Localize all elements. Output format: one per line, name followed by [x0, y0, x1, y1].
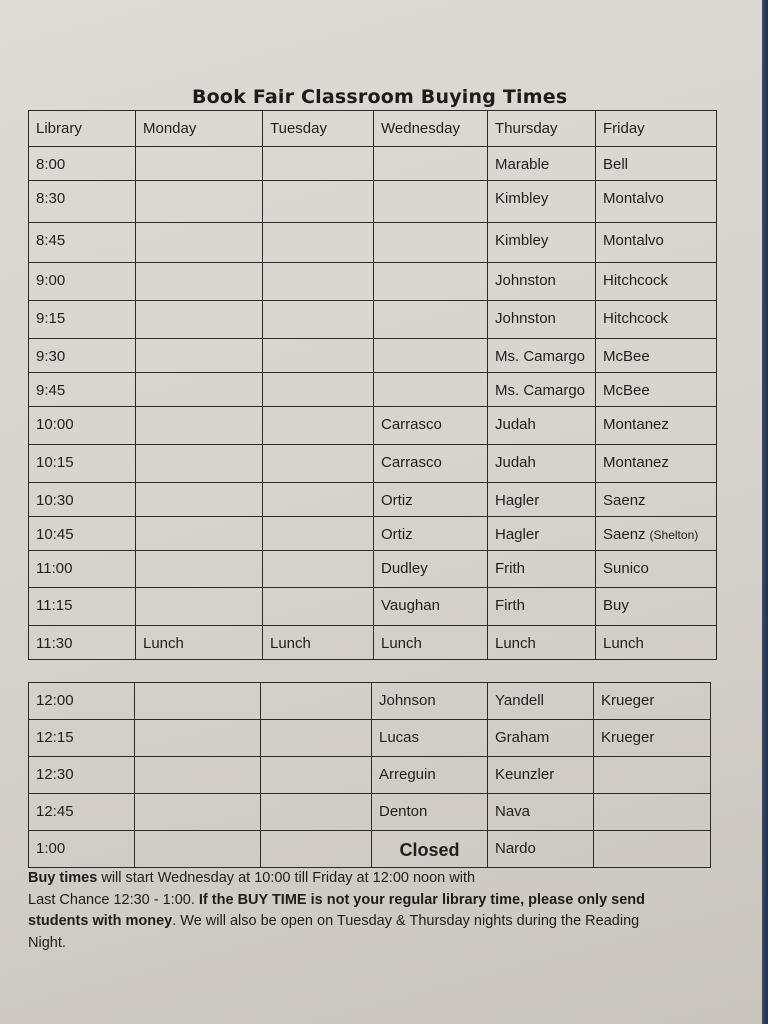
wednesday-cell: [374, 626, 488, 660]
schedule-row: [29, 445, 717, 483]
monday-cell: [135, 683, 261, 720]
schedule-row: [29, 147, 717, 181]
time-cell: [29, 720, 135, 757]
column-header-text: Library: [36, 120, 82, 137]
thursday-cell: [488, 407, 596, 445]
wednesday-cell: [374, 588, 488, 626]
schedule-row: [29, 720, 711, 757]
friday-note: (Shelton): [649, 528, 699, 542]
time-cell-text: 9:45: [36, 382, 66, 399]
time-cell-text: 12:45: [36, 803, 74, 820]
monday-cell: [136, 445, 263, 483]
tuesday-cell: [263, 147, 374, 181]
thursday-cell: [488, 720, 594, 757]
time-cell-text: 10:00: [36, 416, 74, 433]
time-cell-text: 8:45: [36, 232, 66, 249]
monday-cell: [135, 794, 261, 831]
friday-cell: [596, 147, 717, 181]
thursday-cell: [488, 147, 596, 181]
tuesday-cell: [263, 517, 374, 551]
thursday-cell-text: Ms. Camargo: [495, 348, 586, 365]
wednesday-cell: [372, 720, 488, 757]
schedule-row: [29, 407, 717, 445]
wednesday-cell: [374, 551, 488, 588]
tuesday-cell: [263, 181, 374, 223]
friday-cell: [596, 445, 717, 483]
thursday-cell: [488, 445, 596, 483]
monday-cell: [136, 551, 263, 588]
morning-schedule-table: [28, 110, 717, 660]
friday-cell-text: Montanez: [603, 416, 669, 433]
time-cell-text: 12:00: [36, 692, 74, 709]
monday-cell: [135, 720, 261, 757]
wednesday-cell-text: Carrasco: [381, 416, 442, 433]
time-cell-text: 9:15: [36, 310, 66, 327]
wednesday-cell-text: Lucas: [379, 729, 420, 746]
monday-cell: [136, 626, 263, 660]
wednesday-cell: [374, 483, 488, 517]
tuesday-cell: [263, 373, 374, 407]
friday-cell: [596, 339, 717, 373]
wednesday-cell: [374, 339, 488, 373]
monday-cell: [135, 831, 261, 868]
friday-cell: [596, 517, 717, 551]
time-cell: [29, 301, 136, 339]
tuesday-cell: [263, 445, 374, 483]
friday-cell: [596, 263, 717, 301]
time-cell-text: 11:00: [36, 560, 73, 577]
monday-cell: [136, 301, 263, 339]
thursday-cell-text: Nardo: [495, 840, 536, 857]
wednesday-cell-text: Carrasco: [381, 454, 442, 471]
friday-cell-text: Hitchcock: [603, 272, 669, 289]
wednesday-cell: [374, 373, 488, 407]
thursday-cell-text: Keunzler: [495, 766, 555, 783]
wednesday-cell-text: Arreguin: [379, 766, 436, 783]
friday-cell: [596, 301, 717, 339]
tuesday-cell-text: Lunch: [270, 635, 311, 652]
wednesday-cell: [372, 683, 488, 720]
time-cell: [29, 407, 136, 445]
thursday-cell-text: Frith: [495, 560, 525, 577]
monday-cell: [136, 263, 263, 301]
time-cell-text: 9:00: [36, 272, 66, 289]
friday-cell: [594, 831, 711, 868]
time-cell: [29, 445, 136, 483]
thursday-cell: [488, 263, 596, 301]
wednesday-cell-text: Ortiz: [381, 492, 413, 509]
time-cell-text: 12:15: [36, 729, 74, 746]
wednesday-cell: [374, 147, 488, 181]
tuesday-cell: [261, 683, 372, 720]
friday-cell-text: Krueger: [601, 729, 655, 746]
time-cell-text: 11:15: [36, 597, 73, 614]
thursday-cell-text: Kimbley: [495, 190, 549, 207]
schedule-row: [29, 551, 717, 588]
thursday-cell-text: Judah: [495, 416, 536, 433]
wednesday-cell-text: Ortiz: [381, 526, 413, 543]
monday-cell: [136, 147, 263, 181]
friday-cell-text: Sunico: [603, 560, 649, 577]
header-row: [29, 111, 717, 147]
thursday-cell: [488, 551, 596, 588]
schedule-row: [29, 517, 717, 551]
thursday-cell: [488, 831, 594, 868]
background-edge: [762, 0, 768, 1024]
wednesday-cell: [374, 407, 488, 445]
monday-cell: [136, 517, 263, 551]
time-cell: [29, 831, 135, 868]
column-header-text: Thursday: [495, 120, 558, 137]
page-title: Book Fair Classroom Buying Times: [192, 86, 568, 108]
schedule-row: [29, 181, 717, 223]
schedule-row: [29, 831, 711, 868]
friday-cell-text: Lunch: [603, 635, 644, 652]
thursday-cell-text: Firth: [495, 597, 525, 614]
schedule-row: [29, 588, 717, 626]
time-cell: [29, 551, 136, 588]
time-cell-text: 9:30: [36, 348, 66, 365]
thursday-cell: [488, 339, 596, 373]
friday-cell-text: Montalvo: [603, 190, 664, 207]
wednesday-cell: [372, 794, 488, 831]
thursday-cell-text: Yandell: [495, 692, 544, 709]
time-cell: [29, 181, 136, 223]
friday-cell: [596, 483, 717, 517]
wednesday-cell: [372, 757, 488, 794]
thursday-cell-text: Lunch: [495, 635, 536, 652]
time-cell-text: 1:00: [36, 840, 66, 857]
schedule-row: [29, 263, 717, 301]
time-cell: [29, 223, 136, 263]
friday-cell-text: Krueger: [601, 692, 655, 709]
time-cell: [29, 483, 136, 517]
monday-cell-text: Lunch: [143, 635, 184, 652]
time-cell: [29, 147, 136, 181]
thursday-cell-text: Hagler: [495, 492, 540, 509]
wednesday-cell: [374, 445, 488, 483]
thursday-cell-text: Johnston: [495, 310, 556, 327]
monday-cell: [136, 483, 263, 517]
time-cell: [29, 373, 136, 407]
monday-cell: [136, 407, 263, 445]
column-header-text: Monday: [143, 120, 197, 137]
wednesday-cell: [374, 301, 488, 339]
note-bold-warning: If the BUY TIME is not your regular library time, please only send students with money: [28, 891, 646, 929]
tuesday-cell: [261, 720, 372, 757]
buy-times-note: [28, 868, 678, 954]
wednesday-cell: [374, 517, 488, 551]
friday-cell: [596, 373, 717, 407]
tuesday-cell: [263, 223, 374, 263]
friday-cell-text: Buy: [603, 597, 629, 614]
thursday-cell-text: Graham: [495, 729, 550, 746]
time-cell: [29, 517, 136, 551]
wednesday-cell-text: Denton: [379, 803, 428, 820]
tuesday-cell: [263, 483, 374, 517]
friday-cell-text: Bell: [603, 156, 629, 173]
monday-cell: [136, 373, 263, 407]
time-cell: [29, 339, 136, 373]
tuesday-cell: [261, 794, 372, 831]
column-header-text: Friday: [603, 120, 645, 137]
time-cell: [29, 263, 136, 301]
friday-cell: [596, 223, 717, 263]
tuesday-cell: [263, 626, 374, 660]
tuesday-cell: [263, 588, 374, 626]
friday-cell-text: Saenz: [603, 526, 646, 543]
friday-cell: [594, 720, 711, 757]
friday-cell-text: Montalvo: [603, 232, 664, 249]
note-text-1: will start Wednesday at 10:00 till Friday at 12:00 noon with: [97, 870, 476, 886]
time-cell-text: 8:30: [36, 190, 66, 207]
friday-cell-text: Saenz: [603, 492, 646, 509]
time-cell: [29, 683, 135, 720]
time-cell-text: 8:00: [36, 156, 66, 173]
friday-cell: [596, 181, 717, 223]
friday-cell: [596, 551, 717, 588]
wednesday-cell: [374, 223, 488, 263]
column-header: [596, 111, 717, 147]
time-cell-text: 10:45: [36, 526, 74, 543]
time-cell-text: 11:30: [36, 635, 73, 652]
friday-cell-text: Hitchcock: [603, 310, 669, 327]
thursday-cell-text: Judah: [495, 454, 536, 471]
time-cell-text: 12:30: [36, 766, 74, 783]
thursday-cell-text: Kimbley: [495, 232, 549, 249]
schedule-row: [29, 683, 711, 720]
schedule-row: [29, 757, 711, 794]
schedule-row: [29, 223, 717, 263]
friday-cell: [596, 588, 717, 626]
column-header: [29, 111, 136, 147]
column-header-text: Wednesday: [381, 120, 460, 137]
thursday-cell-text: Ms. Camargo: [495, 382, 586, 399]
tuesday-cell: [263, 339, 374, 373]
column-header: [136, 111, 263, 147]
friday-cell-text: Montanez: [603, 454, 669, 471]
time-cell-text: 10:30: [36, 492, 74, 509]
thursday-cell: [488, 794, 594, 831]
friday-cell: [594, 794, 711, 831]
thursday-cell: [488, 301, 596, 339]
monday-cell: [135, 757, 261, 794]
monday-cell: [136, 339, 263, 373]
friday-cell: [594, 757, 711, 794]
thursday-cell: [488, 757, 594, 794]
schedule-row: [29, 301, 717, 339]
note-text-3: . We will also be open on Tuesday & Thursday nights during the Reading Night.: [28, 913, 640, 951]
thursday-cell: [488, 588, 596, 626]
wednesday-cell-text: Lunch: [381, 635, 422, 652]
column-header: [263, 111, 374, 147]
thursday-cell-text: Johnston: [495, 272, 556, 289]
wednesday-cell-text: Vaughan: [381, 597, 440, 614]
tuesday-cell: [263, 407, 374, 445]
thursday-cell: [488, 373, 596, 407]
monday-cell: [136, 181, 263, 223]
schedule-row: [29, 483, 717, 517]
time-cell-text: 10:15: [36, 454, 74, 471]
friday-cell: [594, 683, 711, 720]
wednesday-cell: [374, 263, 488, 301]
tuesday-cell: [263, 263, 374, 301]
friday-cell-text: McBee: [603, 382, 650, 399]
closed-label-text: Closed: [399, 840, 460, 860]
thursday-cell: [488, 517, 596, 551]
monday-cell: [136, 223, 263, 263]
column-header: [374, 111, 488, 147]
friday-cell-text: McBee: [603, 348, 650, 365]
afternoon-schedule-table: [28, 682, 711, 868]
wednesday-cell-text: Dudley: [381, 560, 428, 577]
time-cell: [29, 757, 135, 794]
tuesday-cell: [261, 831, 372, 868]
thursday-cell: [488, 181, 596, 223]
friday-cell: [596, 626, 717, 660]
wednesday-cell: [374, 181, 488, 223]
thursday-cell: [488, 483, 596, 517]
thursday-cell-text: Marable: [495, 156, 550, 173]
tuesday-cell: [261, 757, 372, 794]
tuesday-cell: [263, 301, 374, 339]
schedule-row: [29, 339, 717, 373]
note-text-2: Last Chance 12:30 - 1:00.: [28, 891, 199, 908]
thursday-cell: [488, 683, 594, 720]
monday-cell: [136, 588, 263, 626]
tuesday-cell: [263, 551, 374, 588]
wednesday-cell-text: Johnson: [379, 692, 436, 709]
time-cell: [29, 626, 136, 660]
schedule-row: [29, 373, 717, 407]
schedule-row: [29, 794, 711, 831]
friday-cell: [596, 407, 717, 445]
thursday-cell-text: Hagler: [495, 526, 540, 543]
time-cell: [29, 588, 136, 626]
time-cell: [29, 794, 135, 831]
closed-label: [372, 831, 488, 868]
column-header-text: Tuesday: [270, 120, 327, 137]
schedule-row: [29, 626, 717, 660]
note-bold-lead: Buy times: [28, 870, 98, 886]
column-header: [488, 111, 596, 147]
thursday-cell: [488, 626, 596, 660]
thursday-cell-text: Nava: [495, 803, 531, 820]
thursday-cell: [488, 223, 596, 263]
